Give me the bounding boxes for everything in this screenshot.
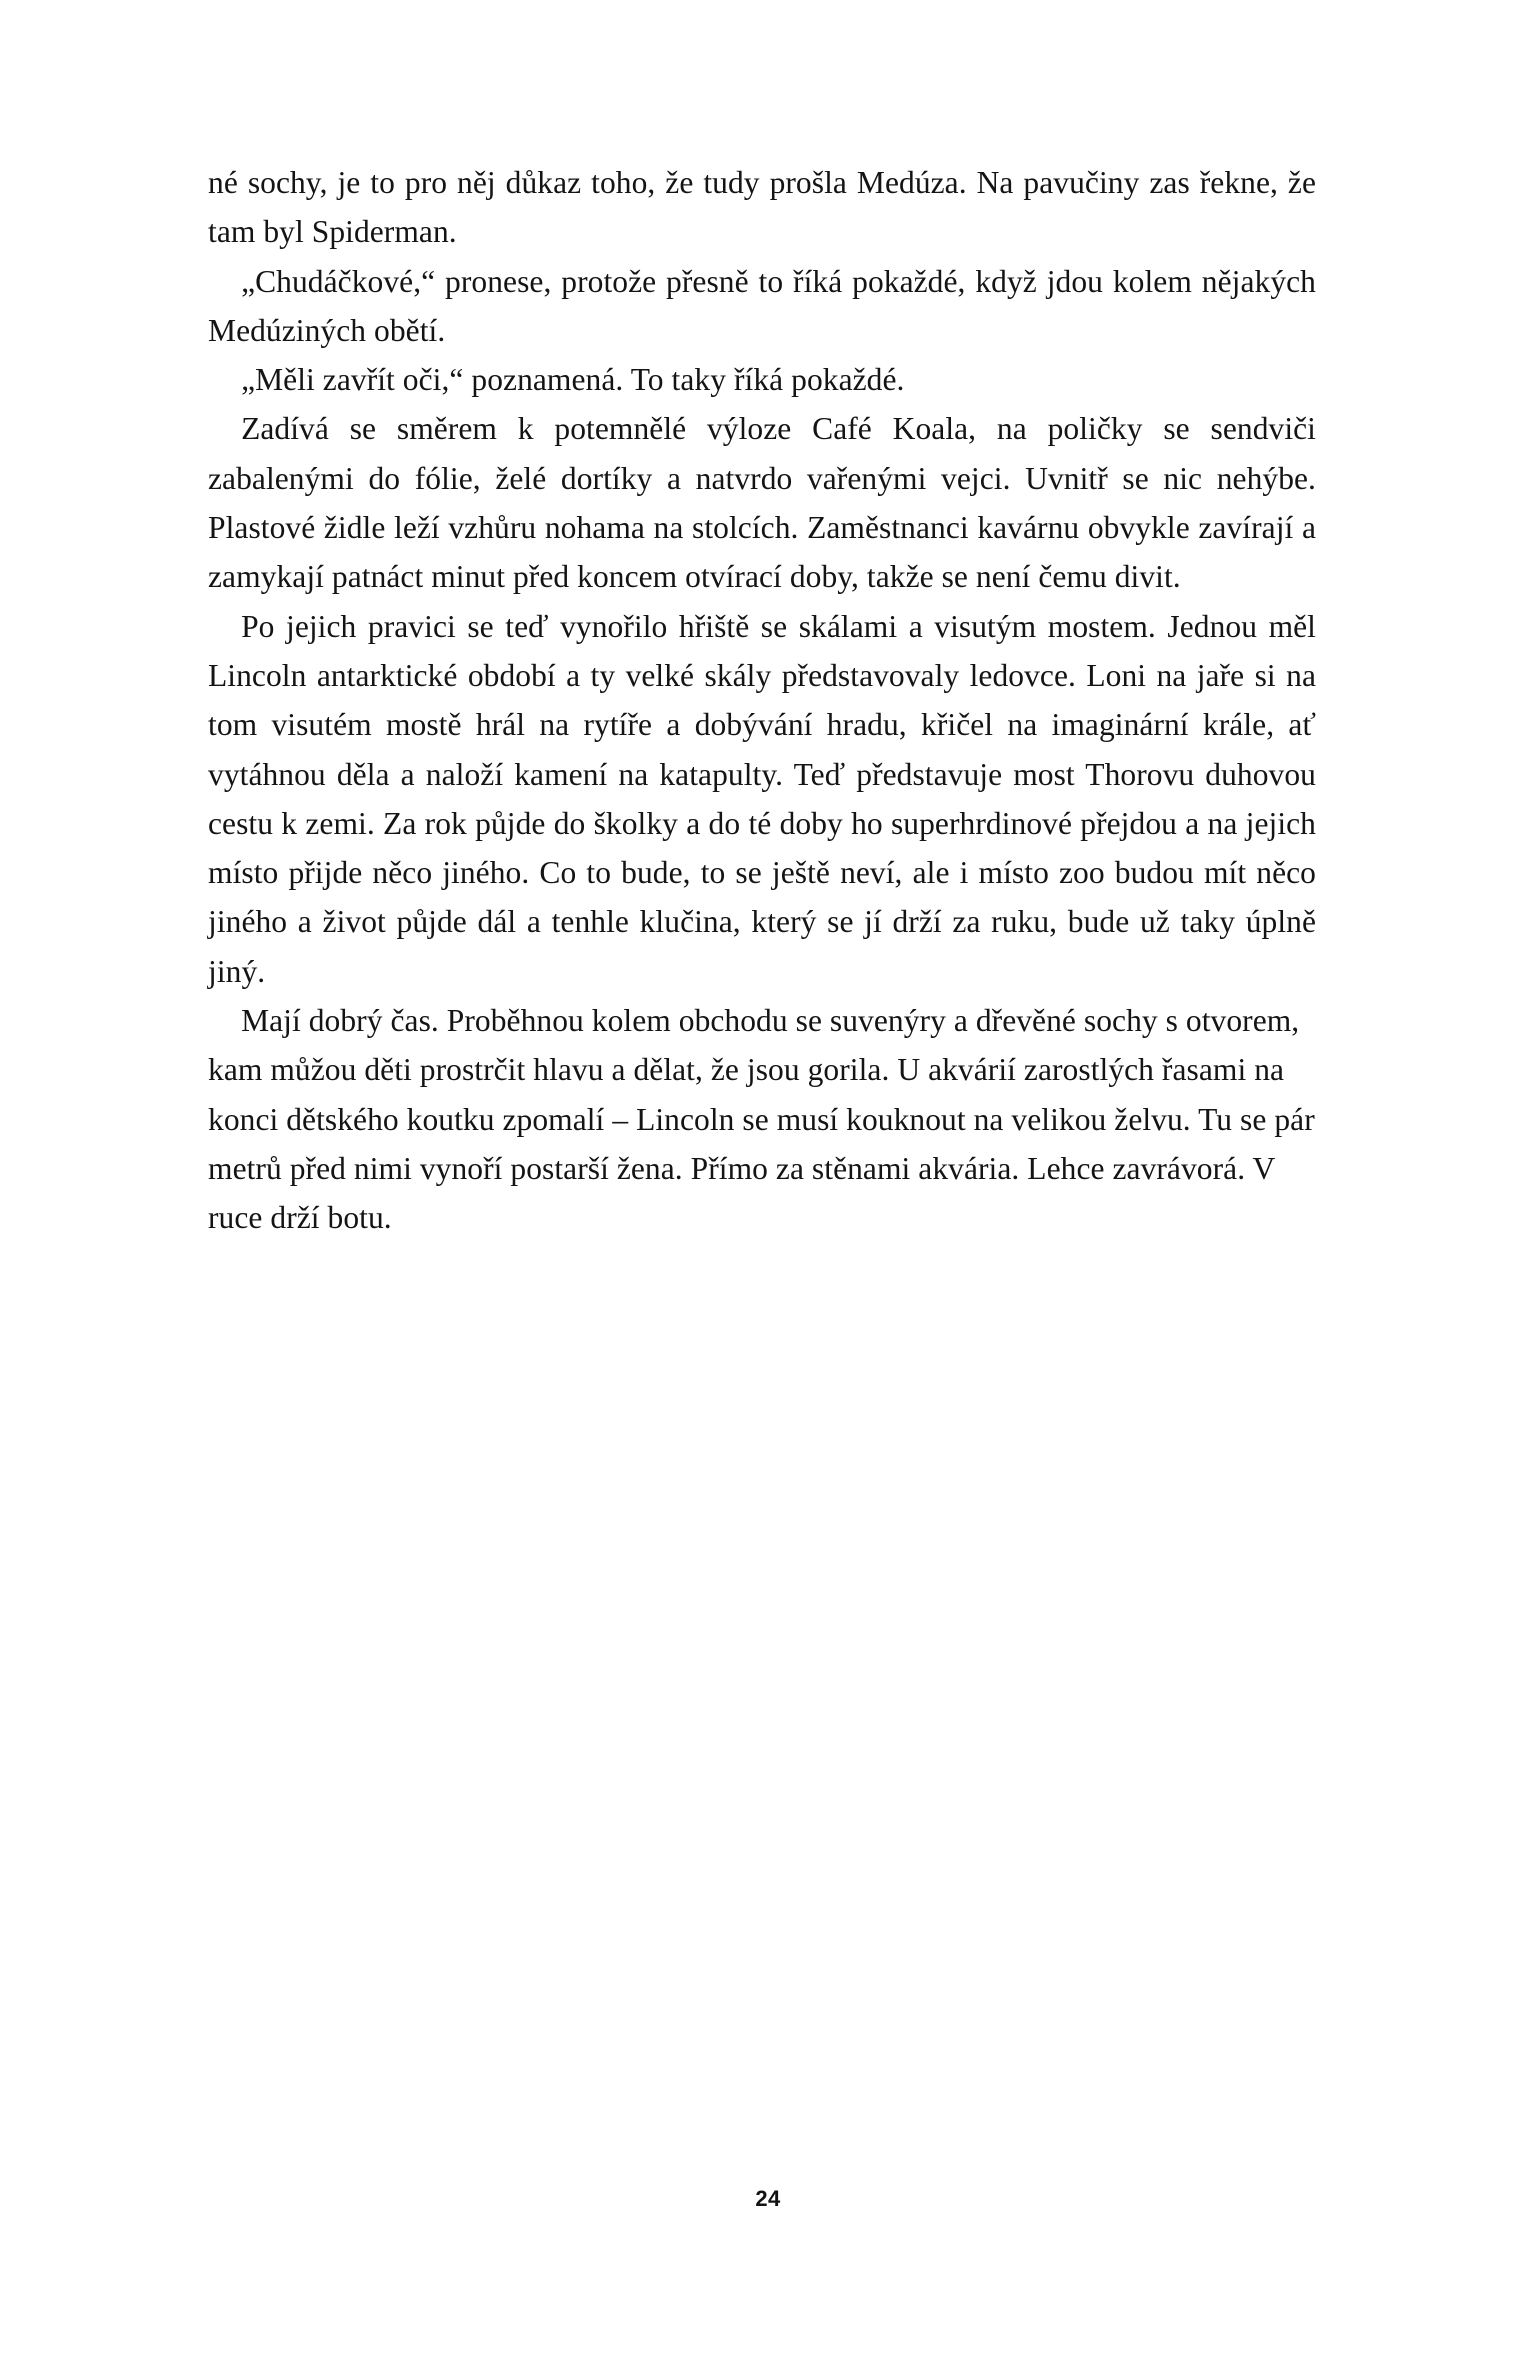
paragraph: Zadívá se směrem k potemnělé výloze Café Koala, na poličky se sendviči zabalenými do fólie, želé dortíky a natvrdo vařenými vejci. Uvnitř se nic nehýbe. Plastové židle leží vzhůru nohama na stolcích. Zaměstnanci kavárnu obvykle zavírají a zamykají patnáct minut před koncem otvírací doby, takže se není čemu divit. xyxy=(208,411,1316,595)
paragraph: „Chudáčkové,“ pronese, protože přesně to říká pokaždé, když jdou kolem nějakých Medúziných obětí. xyxy=(208,263,1316,348)
paragraph: „Měli zavřít oči,“ poznamená. To taky říká pokaždé. xyxy=(241,362,905,398)
paragraph: Mají dobrý čas. Proběhnou kolem obchodu se suvenýry a dřevěné sochy s otvorem, kam můžou děti prostrčit hlavu a dělat, že jsou gorila. U akvárií zarostlých řasami na konci dětského koutku zpomalí – Lincoln se musí kouknout na velikou želvu. Tu se pár metrů před nimi vynoří postarší žena. Přímo za stěnami akvária. Lehce zavrávorá. V ruce drží botu. xyxy=(208,1003,1315,1236)
paragraph: né sochy, je to pro něj důkaz toho, že tudy prošla Medúza. Na pavučiny zas řekne, že tam byl Spiderman. xyxy=(208,165,1316,250)
page-body-text xyxy=(208,158,1316,1243)
page-number: 24 xyxy=(755,2186,781,2211)
paragraph: Po jejich pravici se teď vynořilo hřiště se skálami a visutým mostem. Jednou měl Lincoln antarktické období a ty velké skály představovaly ledovce. Loni na jaře si na tom visutém mostě hrál na rytíře a dobývání hradu, křičel na imaginární krále, ať vytáhnou děla a naloží kamení na katapulty. Teď představuje most Thorovu duhovou cestu k zemi. Za rok půjde do školky a do té doby ho superhrdinové přejdou a na jejich místo přijde něco jiného. Co to bude, to se ještě neví, ale i místo zoo budou mít něco jiného a život půjde dál a tenhle klučina, který se jí drží za ruku, bude už taky úplně jiný. xyxy=(208,608,1316,989)
